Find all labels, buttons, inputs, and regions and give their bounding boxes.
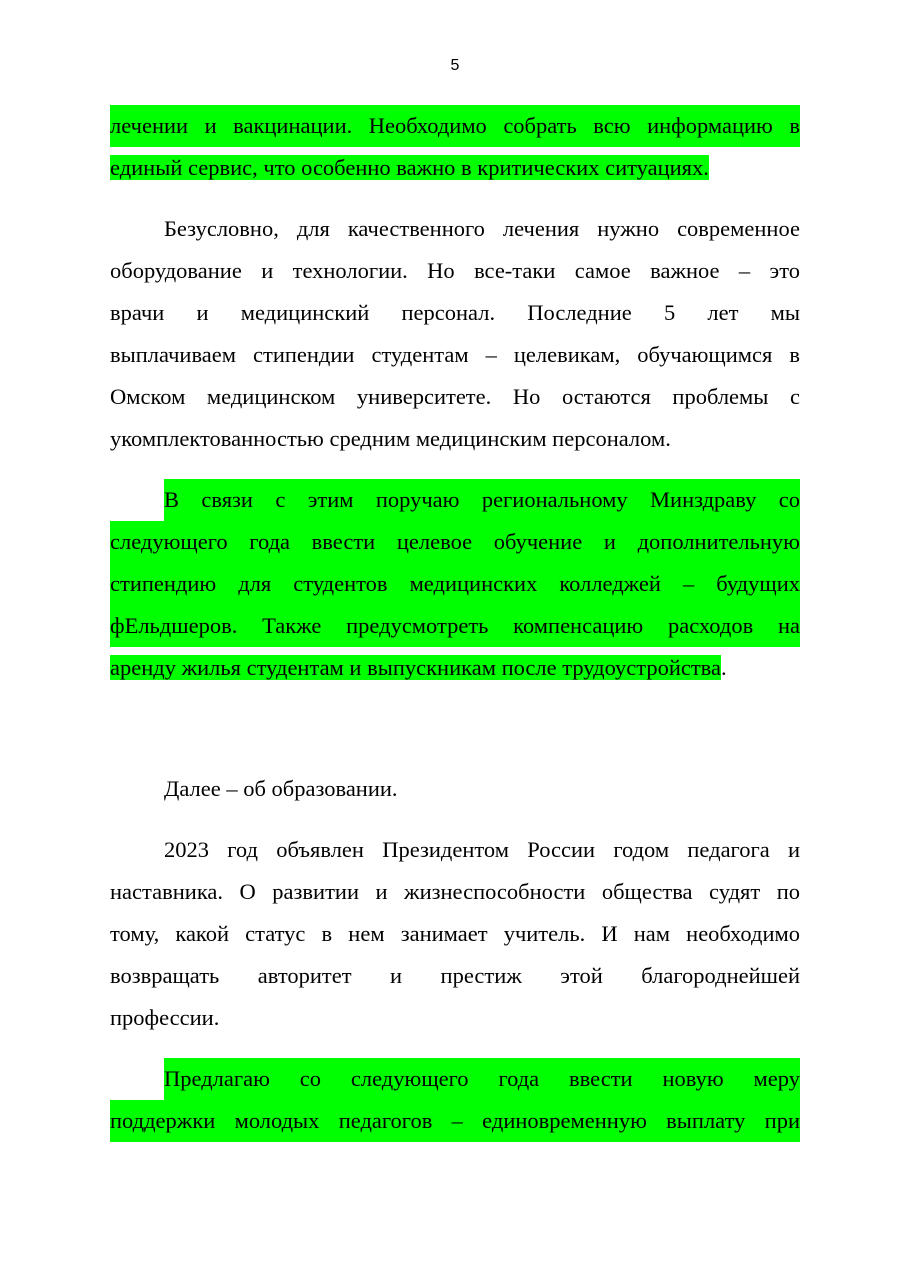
text-line: 2023 год объявлен Президентом России годом педагога и <box>164 837 800 862</box>
section-heading-education: Далее – об образовании. <box>164 776 398 801</box>
highlighted-text: единый сервис, что особенно важно в критических ситуациях. <box>110 155 709 180</box>
text-line <box>110 647 800 689</box>
text-line: укомплектованностью средним медицинским персоналом. <box>110 426 671 451</box>
highlighted-text: аренду жилья студентам и выпускникам после трудоустройства <box>110 655 721 680</box>
page-number: 5 <box>450 57 460 74</box>
text-tail: . <box>721 655 727 680</box>
text-line: следующего года ввести целевое обучение и дополнительную <box>110 521 800 563</box>
text-line: профессии. <box>110 1005 220 1030</box>
text-line: фЕльдшеров. Также предусмотреть компенсацию расходов на <box>110 605 800 647</box>
text-line: Предлагаю со следующего года ввести новую меру <box>110 1058 800 1100</box>
text-line: выплачиваем стипендии студентам – целевикам, обучающимся в <box>110 342 800 367</box>
text-line: врачи и медицинский персонал. Последние 5 лет мы <box>110 300 800 325</box>
text-line: тому, какой статус в нем занимает учитель. И нам необходимо <box>110 921 800 946</box>
text-line: оборудование и технологии. Но все-таки самое важное – это <box>110 258 800 283</box>
text-line: Безусловно, для качественного лечения нужно современное <box>164 216 800 241</box>
text-line: В связи с этим поручаю региональному Минздраву со <box>110 479 800 521</box>
text-line: Омском медицинском университете. Но остаются проблемы с <box>110 384 800 409</box>
text-line: лечении и вакцинации. Необходимо собрать всю информацию в <box>110 105 800 147</box>
text-line: поддержки молодых педагогов – единовременную выплату при <box>110 1100 800 1142</box>
text-line: стипендию для студентов медицинских колледжей – будущих <box>110 563 800 605</box>
text-line: наставника. О развитии и жизнеспособности общества судят по <box>110 879 800 904</box>
text-line <box>110 147 800 189</box>
section-separator <box>110 703 800 745</box>
text-line: возвращать авторитет и престиж этой благороднейшей <box>110 963 800 988</box>
